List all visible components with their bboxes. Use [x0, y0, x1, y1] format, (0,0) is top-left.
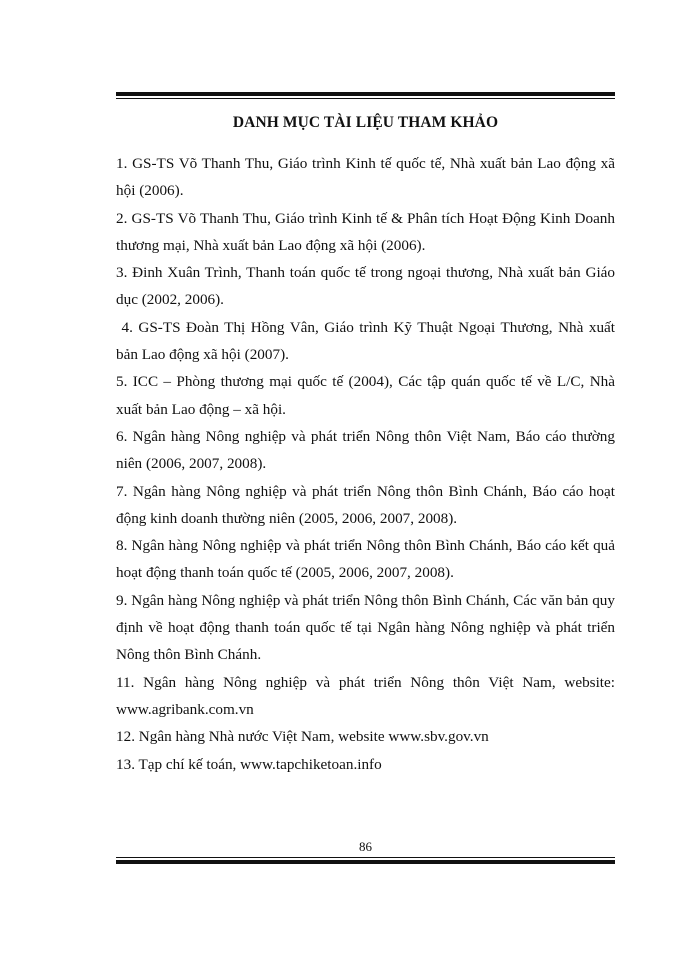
header-rule — [116, 92, 615, 99]
reference-item: 4. GS-TS Đoàn Thị Hồng Vân, Giáo trình Kỹ Thuật Ngoại Thương, Nhà xuất bản Lao động xã hội (2007). — [116, 318, 619, 364]
reference-item: 7. Ngân hàng Nông nghiệp và phát triển Nông thôn Bình Chánh, Báo cáo hoạt động kinh doanh thường niên (2005, 2006, 2007, 2008). — [116, 482, 615, 527]
page-number: 86 — [359, 839, 372, 854]
header-rule-thick — [116, 92, 615, 96]
page-title: DANH MỤC TÀI LIỆU THAM KHẢO — [232, 114, 499, 131]
reference-item: 6. Ngân hàng Nông nghiệp và phát triển Nông thôn Việt Nam, Báo cáo thường niên (2006, 2007, 2008). — [116, 427, 615, 473]
reference-item: 9. Ngân hàng Nông nghiệp và phát triển Nông thôn Bình Chánh, Các văn bản quy định về hoạt động thanh toán quốc tế tại Ngân hàng Nông nghiệp và phát triển Nông thôn Bình Chánh. — [116, 591, 615, 664]
reference-item: 1. GS-TS Võ Thanh Thu, Giáo trình Kinh tế quốc tế, Nhà xuất bản Lao động xã hội (2006). — [116, 155, 615, 200]
reference-item: 3. Đinh Xuân Trình, Thanh toán quốc tế trong ngoại thương, Nhà xuất bản Giáo dục (2002, 2006). — [116, 264, 615, 309]
footer-rule-thin — [116, 857, 615, 858]
reference-item: 11. Ngân hàng Nông nghiệp và phát triển Nông thôn Việt Nam, website: www.agribank.com.vn — [116, 673, 615, 718]
reference-list — [116, 150, 619, 778]
reference-item: 12. Ngân hàng Nhà nước Việt Nam, website www.sbv.gov.vn — [116, 728, 489, 746]
reference-item: 13. Tạp chí kế toán, www.tapchiketoan.info — [116, 755, 382, 773]
header-rule-thin — [116, 98, 615, 99]
footer-rule-thick — [116, 860, 615, 864]
reference-item: 2. GS-TS Võ Thanh Thu, Giáo trình Kinh tế & Phân tích Hoạt Động Kinh Doanh thương mại, Nhà xuất bản Lao động xã hội (2006). — [116, 209, 615, 254]
reference-item: 8. Ngân hàng Nông nghiệp và phát triển Nông thôn Bình Chánh, Báo cáo kết quả hoạt động thanh toán quốc tế (2005, 2006, 2007, 2008). — [116, 537, 615, 582]
reference-item: 5. ICC – Phòng thương mại quốc tế (2004), Các tập quán quốc tế về L/C, Nhà xuất bản Lao động – xã hội. — [116, 373, 615, 418]
footer-rule — [116, 857, 615, 864]
